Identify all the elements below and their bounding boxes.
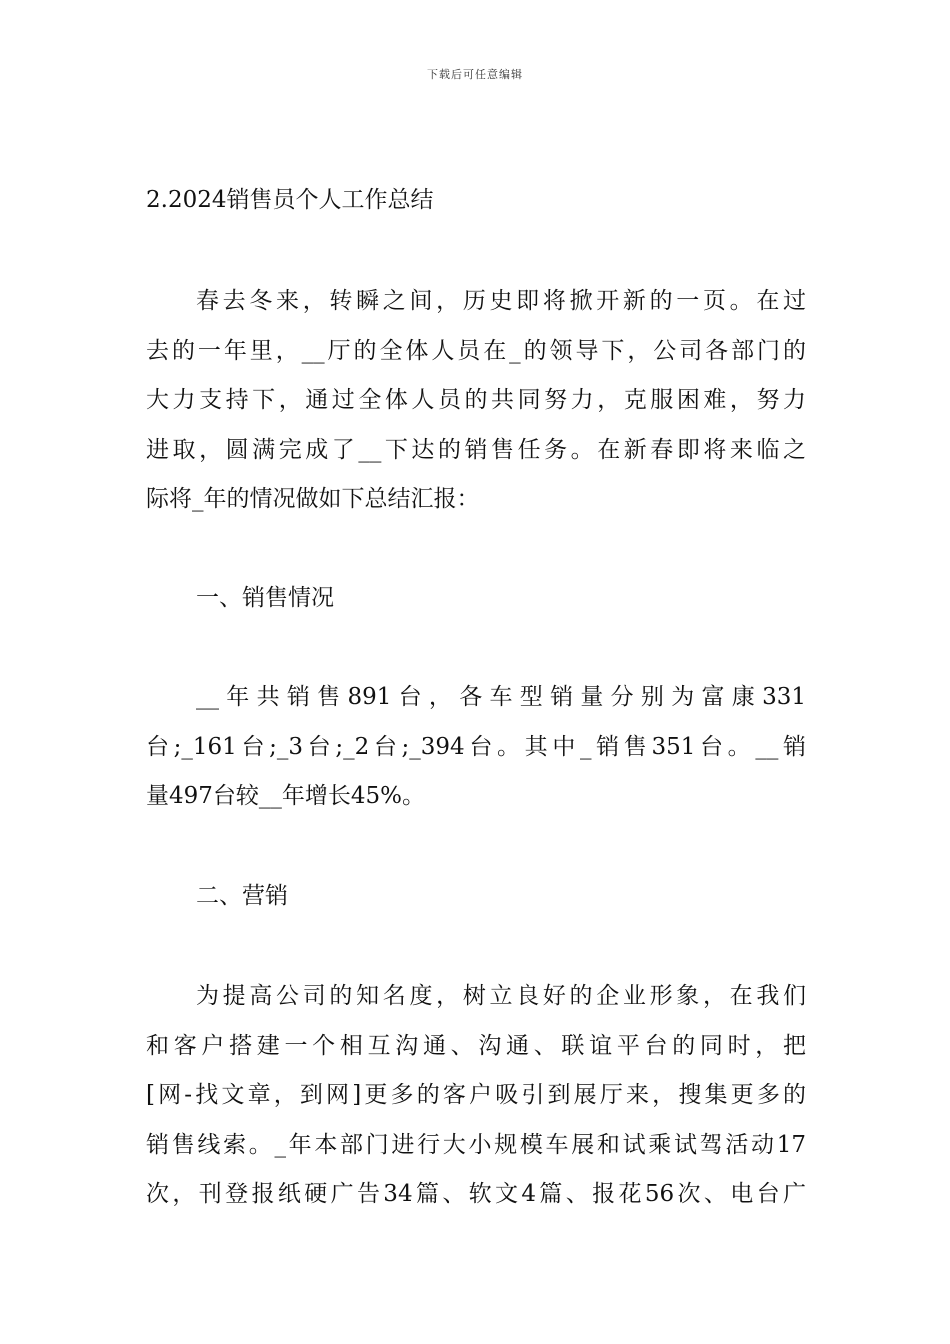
text-line: 量497台较__年增长45%。 [146, 783, 426, 809]
text-line: 春去冬来，转瞬之间，历史即将掀开新的一页。在过 [196, 288, 806, 314]
text-line: 次，刊登报纸硬广告34篇、软文4篇、报花56次、电台广 [146, 1181, 806, 1207]
text-line: 和客户搭建一个相互沟通、沟通、联谊平台的同时，把 [146, 1032, 806, 1059]
text-line: [网-找文章，到网]更多的客户吸引到展厅来，搜集更多的 [146, 1082, 806, 1108]
section-heading-sales: 一、销售情况 [196, 585, 334, 611]
header-note: 下载后可任意编辑 [427, 68, 523, 81]
paragraph-marketing [146, 972, 806, 1220]
text-line: 际将_年的情况做如下总结汇报： [146, 486, 480, 512]
text-line: 去的一年里，__厅的全体人员在_的领导下，公司各部门的 [146, 337, 806, 364]
text-line: 销售线索。_年本部门进行大小规模车展和试乘试驾活动17 [146, 1131, 806, 1158]
paragraph-intro [146, 277, 806, 525]
text-line: 大力支持下，通过全体人员的共同努力，克服困难，努力 [146, 387, 806, 413]
text-line: 进取，圆满完成了__下达的销售任务。在新春即将来临之 [146, 436, 806, 463]
section-heading-marketing: 二、营销 [196, 883, 288, 909]
paragraph-sales [146, 673, 806, 822]
text-line: 为提高公司的知名度，树立良好的企业形象，在我们 [196, 983, 806, 1009]
text-line: __年共销售891台，各车型销量分别为富康331 [196, 684, 806, 710]
text-line: 台;_161台;_3台;_2台;_394台。其中_销售351台。__销 [146, 733, 806, 760]
document-title: 2.2024销售员个人工作总结 [146, 187, 434, 213]
